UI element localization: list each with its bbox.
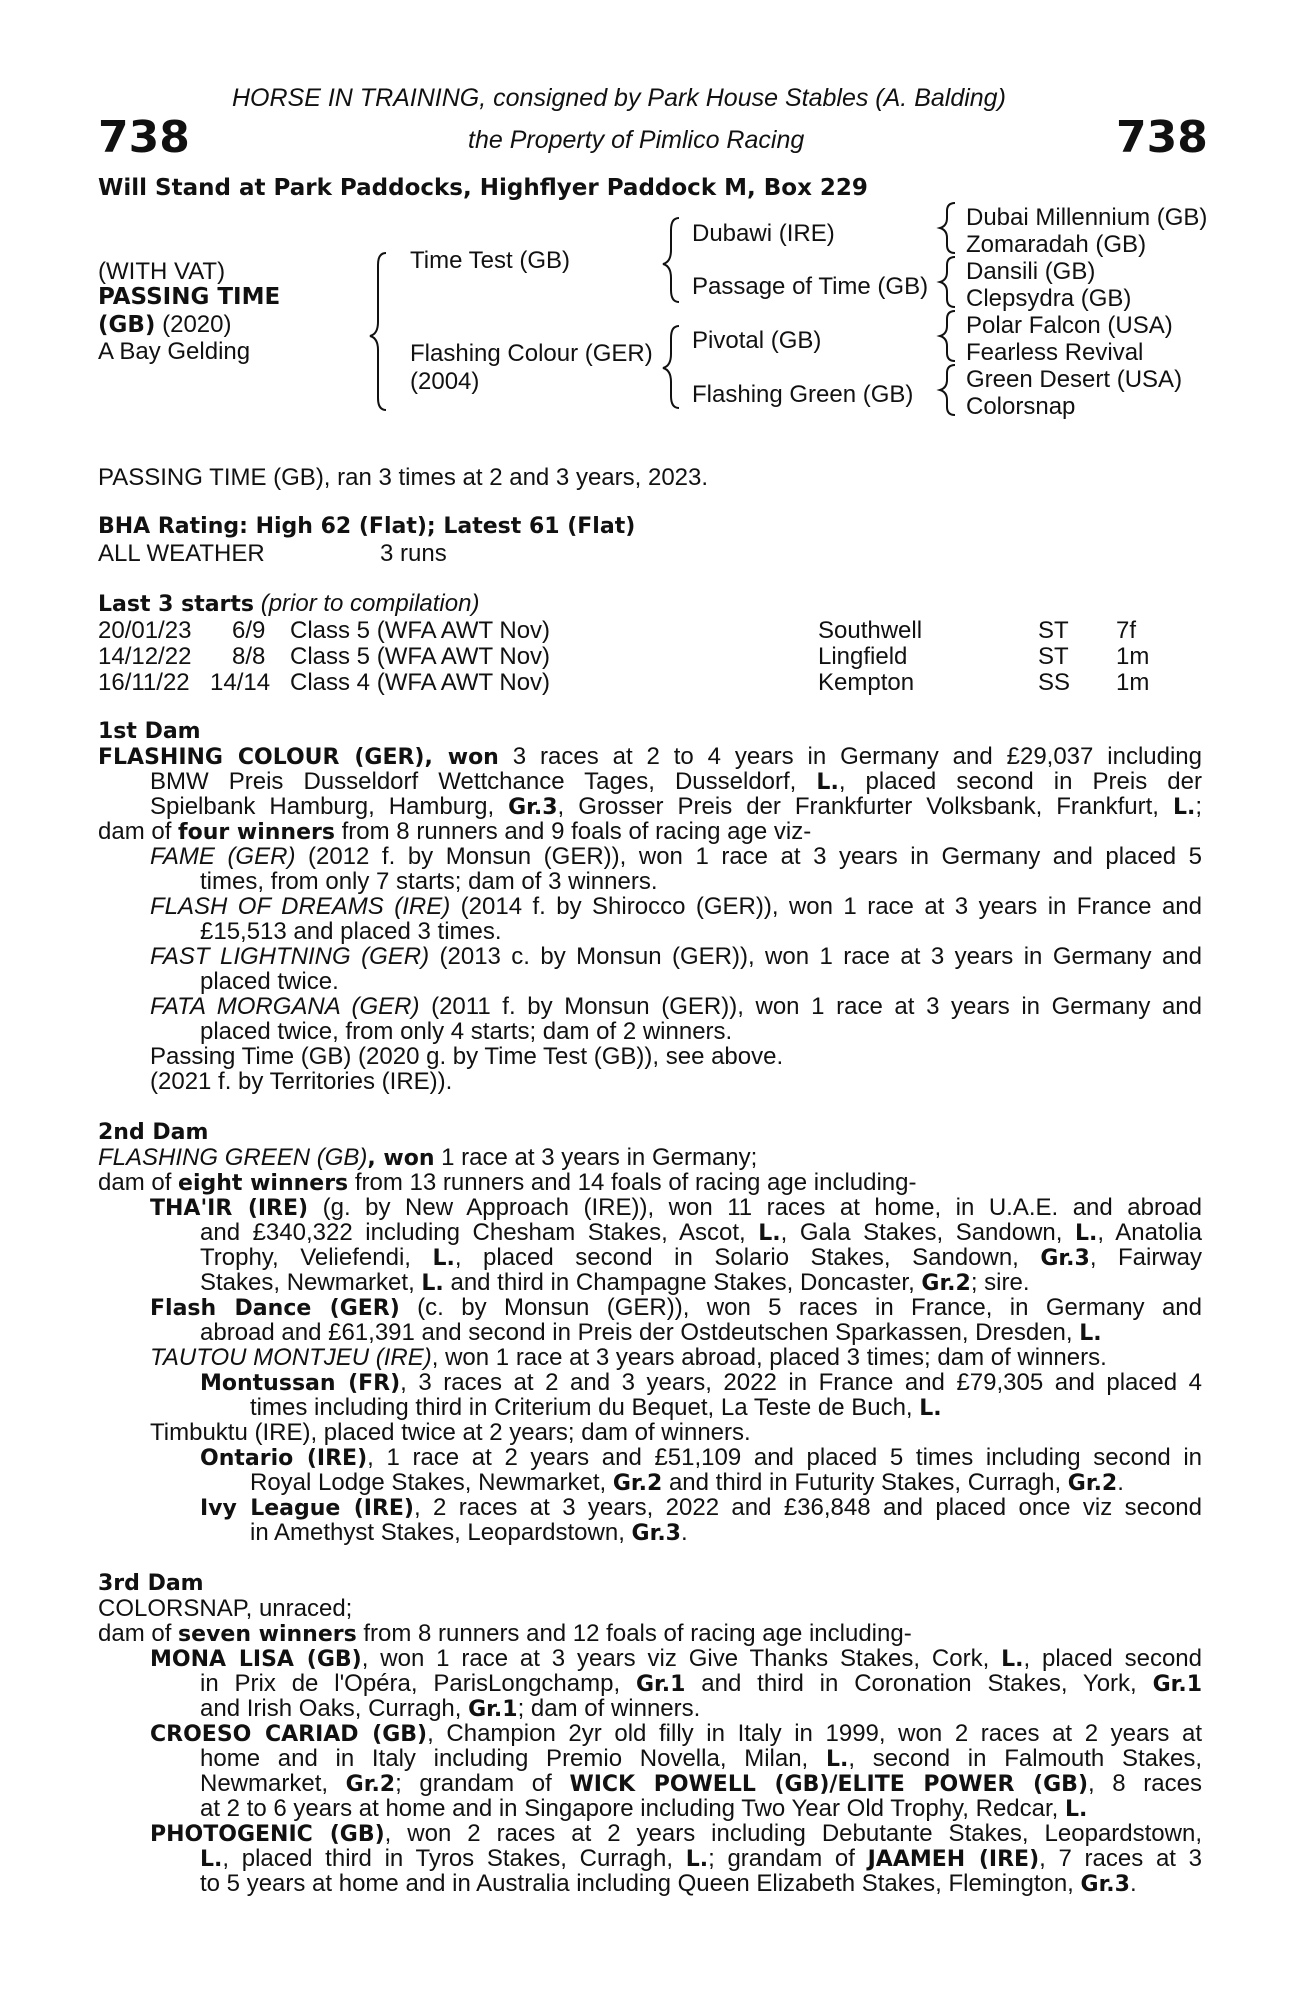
progeny-ontario xyxy=(200,1445,1202,1472)
text: , won 1 race at 3 years viz Give Thanks Stakes, Cork, xyxy=(361,1645,1002,1672)
bracket-g3 xyxy=(940,311,955,361)
pedigree-g3: Dansili (GB) xyxy=(966,258,1096,285)
pedigree-g1: Dubai Millennium (GB) xyxy=(966,204,1208,231)
start-date: 20/01/23 xyxy=(98,617,192,644)
text: Stakes, Newmarket, xyxy=(200,1269,422,1296)
progeny-name: FAST LIGHTNING (GER) xyxy=(150,943,430,970)
start-race: Class 5 (WFA AWT Nov) xyxy=(290,617,551,644)
grandprogeny-name: WICK POWELL (GB)/ELITE POWER (GB) xyxy=(569,1772,1088,1797)
text: and third in Coronation Stakes, York, xyxy=(685,1670,1153,1697)
progeny-flash xyxy=(150,894,1202,920)
text: dam of xyxy=(98,818,179,845)
listed-label: L. xyxy=(1064,1797,1088,1822)
group-label: Gr.3 xyxy=(508,795,558,820)
progeny-thair-cont xyxy=(200,1245,1202,1272)
text: Trophy, Veliefendi, xyxy=(200,1244,433,1271)
bracket-sire-dam xyxy=(370,253,386,410)
text: times including third in Criterium du Bequet, La Teste de Buch, xyxy=(250,1394,920,1421)
text: , placed second in Solario Stakes, Sandown, xyxy=(454,1244,1041,1271)
text: ; dam of winners. xyxy=(517,1695,701,1722)
text: . xyxy=(1129,1870,1137,1897)
text: from 13 runners and 14 foals of racing age including- xyxy=(348,1169,917,1196)
text: (2012 f. by Monsun (GER)), won 1 race at 3 years in Germany and placed 5 xyxy=(295,843,1203,870)
horse-year: (2020) xyxy=(155,311,232,338)
text: , 7 races at 3 xyxy=(1039,1845,1202,1872)
third-dam-heading: 3rd Dam xyxy=(98,1571,204,1596)
text: , second in Falmouth Stakes, xyxy=(848,1745,1202,1772)
progeny-name: CROESO CARIAD (GB) xyxy=(150,1722,428,1747)
text: home and in Italy including Premio Novella, Milan, xyxy=(200,1745,826,1772)
text: abroad and £61,391 and second in Preis der Ostdeutschen Sparkassen, Dresden, xyxy=(200,1319,1080,1346)
text: , Gala Stakes, Sandown, xyxy=(780,1219,1075,1246)
start-distance: 1m xyxy=(1116,669,1150,696)
group-label: Gr.2 xyxy=(612,1471,663,1496)
progeny-croeso-cariad xyxy=(150,1721,1202,1748)
progeny-ivy-league-cont xyxy=(250,1520,1314,1547)
progeny-fata-cont: placed twice, from only 4 starts; dam of 2 winners. xyxy=(200,1018,733,1045)
start-date: 14/12/22 xyxy=(98,643,192,670)
bracket-g2 xyxy=(940,257,955,307)
progeny-timbuktu: Timbuktu (IRE), placed twice at 2 years; dam of winners. xyxy=(150,1419,751,1446)
progeny-croeso-cariad-cont xyxy=(200,1796,1304,1823)
first-dam-heading: 1st Dam xyxy=(98,719,201,744)
text: , placed second xyxy=(1023,1645,1203,1672)
group-label: Gr.3 xyxy=(631,1521,681,1546)
bracket-g4 xyxy=(940,365,955,415)
listed-label: L. xyxy=(685,1847,709,1872)
pedigree-dam: Flashing Colour (GER) xyxy=(410,340,653,367)
group-label: Gr.3 xyxy=(1040,1246,1090,1271)
text: , placed third in Tyros Stakes, Curragh, xyxy=(222,1845,686,1872)
text: , Anatolia xyxy=(1097,1219,1202,1246)
pedigree-g5: Polar Falcon (USA) xyxy=(966,312,1173,339)
text: 1 race at 3 years in Germany; xyxy=(434,1144,758,1171)
start-position: 14/14 xyxy=(210,669,271,696)
listed-label: L. xyxy=(1074,1221,1098,1246)
first-dam-line xyxy=(150,794,1202,821)
text: (c. by Monsun (GER)), won 5 races in France, in Germany and xyxy=(399,1294,1202,1321)
group-label: Gr.2 xyxy=(921,1271,971,1296)
start-distance: 7f xyxy=(1116,617,1137,644)
listed-label: L. xyxy=(816,770,839,795)
text: from 8 runners and 9 foals of racing age viz- xyxy=(334,818,812,845)
progeny-photogenic xyxy=(150,1821,1202,1848)
group-label: Gr.2 xyxy=(1067,1471,1118,1496)
progeny-2021: (2021 f. by Territories (IRE)). xyxy=(150,1068,453,1095)
pedigree-dam-sire: Pivotal (GB) xyxy=(692,327,822,354)
text: ; xyxy=(1195,793,1202,820)
pedigree-sire-sire: Dubawi (IRE) xyxy=(692,220,835,247)
text: in Amethyst Stakes, Leopardstown, xyxy=(250,1519,632,1546)
won-label: , won xyxy=(424,745,499,770)
winners-count: seven winners xyxy=(178,1622,357,1647)
group-label: Gr.3 xyxy=(1080,1872,1130,1897)
start-going: ST xyxy=(1038,617,1069,644)
start-going: SS xyxy=(1038,669,1071,696)
text: dam of xyxy=(98,1169,179,1196)
starts-heading xyxy=(98,590,479,618)
grandprogeny-name: JAAMEH (IRE) xyxy=(867,1847,1040,1872)
group-label: Gr.1 xyxy=(635,1672,686,1697)
pedigree-sire-dam: Passage of Time (GB) xyxy=(692,273,929,300)
start-course: Kempton xyxy=(818,669,915,696)
listed-label: L. xyxy=(1172,795,1196,820)
progeny-photogenic-cont xyxy=(200,1846,1202,1873)
bracket-g1 xyxy=(940,203,955,253)
text: and third in Futurity Stakes, Curragh, xyxy=(662,1469,1068,1496)
text: . xyxy=(680,1519,688,1546)
progeny-ivy-league xyxy=(200,1495,1202,1522)
first-dam-name: FLASHING COLOUR (GER) xyxy=(98,745,425,770)
progeny-thair-cont xyxy=(200,1270,1304,1297)
group-label: Gr.1 xyxy=(468,1697,518,1722)
text: ; grandam of xyxy=(395,1770,570,1797)
winners-count: eight winners xyxy=(178,1171,349,1196)
progeny-flash-dance-cont xyxy=(200,1320,1304,1347)
text: ; grandam of xyxy=(708,1845,868,1872)
text: , 2 races at 3 years, 2022 and £36,848 and placed once viz second xyxy=(413,1494,1202,1521)
third-dam-line xyxy=(98,1621,1202,1648)
pedigree-g2: Zomaradah (GB) xyxy=(966,231,1147,258)
text: . xyxy=(1117,1469,1124,1496)
second-dam-heading: 2nd Dam xyxy=(98,1120,209,1145)
text: and third in Champagne Stakes, Doncaster, xyxy=(443,1269,922,1296)
sale-title: HORSE IN TRAINING, consigned by Park House Stables (A. Balding) xyxy=(232,84,1006,112)
progeny-name: THA'IR (IRE) xyxy=(150,1196,309,1221)
starts-title: Last 3 starts xyxy=(98,592,255,617)
start-course: Lingfield xyxy=(818,643,908,670)
won-label: , won xyxy=(367,1146,435,1171)
progeny-name: Ivy League (IRE) xyxy=(200,1496,414,1521)
horse-country: (GB) xyxy=(98,312,156,338)
text: Newmarket, xyxy=(200,1770,346,1797)
text: Royal Lodge Stakes, Newmarket, xyxy=(250,1469,613,1496)
progeny-mona-lisa-cont xyxy=(200,1671,1202,1698)
progeny-fast xyxy=(150,944,1202,970)
second-dam-name: FLASHING GREEN (GB) xyxy=(98,1144,368,1171)
text: (2013 c. by Monsun (GER)), won 1 race at 3 years in Germany and xyxy=(429,943,1202,970)
text: , Grosser Preis der Frankfurter Volksbank, Frankfurt, xyxy=(557,793,1173,820)
progeny-croeso-cariad-cont xyxy=(200,1746,1202,1773)
pedigree-g6: Fearless Revival xyxy=(966,339,1144,366)
pedigree-dam-dam: Flashing Green (GB) xyxy=(692,381,914,408)
pedigree-dam-year: (2004) xyxy=(410,368,480,395)
text: (2014 f. by Shirocco (GER)), won 1 race at 3 years in France and xyxy=(450,893,1202,920)
text: (g. by New Approach (IRE)), won 11 races at home, in U.A.E. and abroad xyxy=(308,1194,1203,1221)
text: dam of xyxy=(98,1620,179,1647)
second-dam-line xyxy=(98,1145,1202,1172)
text: , 3 races at 2 and 3 years, 2022 in France and £79,305 and placed 4 xyxy=(400,1369,1202,1396)
progeny-name: FLASH OF DREAMS (IRE) xyxy=(150,893,451,920)
vat-note: (WITH VAT) xyxy=(98,258,226,285)
text: and Irish Oaks, Curragh, xyxy=(200,1695,469,1722)
text: to 5 years at home and in Australia including Queen Elizabeth Stakes, Flemington, xyxy=(200,1870,1081,1897)
progeny-thair xyxy=(150,1195,1202,1222)
horse-name: PASSING TIME xyxy=(98,284,281,310)
vendor-line: the Property of Pimlico Racing xyxy=(468,126,805,154)
progeny-name: Ontario (IRE) xyxy=(200,1446,368,1471)
progeny-name: Flash Dance (GER) xyxy=(150,1296,400,1321)
progeny-name: TAUTOU MONTJEU (IRE) xyxy=(150,1344,432,1371)
progeny-name: Montussan (FR) xyxy=(200,1371,401,1396)
text: and £340,322 including Chesham Stakes, Ascot, xyxy=(200,1219,759,1246)
progeny-mona-lisa-cont xyxy=(200,1696,1304,1723)
text: in Prix de l'Opéra, ParisLongchamp, xyxy=(200,1670,636,1697)
progeny-montussan xyxy=(200,1370,1202,1397)
start-course: Southwell xyxy=(818,617,923,644)
lot-number-left: 738 xyxy=(98,112,190,163)
listed-label: L. xyxy=(1001,1647,1024,1672)
start-position: 6/9 xyxy=(232,617,266,644)
listed-label: L. xyxy=(421,1271,444,1296)
second-dam-line xyxy=(98,1170,1202,1197)
progeny-croeso-cariad-cont xyxy=(200,1771,1202,1798)
text: ; sire. xyxy=(970,1269,1030,1296)
text: , Fairway xyxy=(1089,1244,1202,1271)
horse-description: A Bay Gelding xyxy=(98,338,251,365)
text: , placed second in Preis der xyxy=(838,768,1202,795)
first-dam-line xyxy=(98,819,1202,846)
text: , won 2 races at 2 years including Debutante Stakes, Leopardstown, xyxy=(384,1820,1202,1847)
race-summary: PASSING TIME (GB), ran 3 times at 2 and 3 years, 2023. xyxy=(98,464,709,491)
bha-rating: BHA Rating: High 62 (Flat); Latest 61 (Flat) xyxy=(98,514,636,539)
winners-count: four winners xyxy=(178,820,335,845)
listed-label: L. xyxy=(432,1246,455,1271)
start-distance: 1m xyxy=(1116,643,1150,670)
progeny-montussan-cont xyxy=(250,1395,1314,1422)
progeny-photogenic-cont xyxy=(200,1871,1304,1898)
text: Spielbank Hamburg, Hamburg, xyxy=(150,793,509,820)
listed-label: L. xyxy=(200,1847,223,1872)
start-going: ST xyxy=(1038,643,1069,670)
lot-number-right: 738 xyxy=(1116,112,1208,163)
progeny-name: FAME (GER) xyxy=(150,843,296,870)
group-label: Gr.1 xyxy=(1152,1672,1202,1697)
listed-label: L. xyxy=(1079,1321,1102,1346)
progeny-fata xyxy=(150,994,1202,1020)
group-label: Gr.2 xyxy=(345,1772,396,1797)
text: , Champion 2yr old filly in Italy in 1999, won 2 races at 2 years at xyxy=(427,1720,1202,1747)
text: (2011 f. by Monsun (GER)), won 1 race at 3 years in Germany and xyxy=(419,993,1202,1020)
bracket-dam-line xyxy=(663,326,679,408)
progeny-tautou xyxy=(150,1345,1254,1371)
rating-surface: ALL WEATHER xyxy=(98,540,265,567)
rating-runs: 3 runs xyxy=(380,540,447,567)
pedigree-g4: Clepsydra (GB) xyxy=(966,285,1132,312)
start-race: Class 4 (WFA AWT Nov) xyxy=(290,669,551,696)
start-date: 16/11/22 xyxy=(98,669,190,696)
progeny-fast-cont: placed twice. xyxy=(200,968,339,995)
text: , 8 races xyxy=(1088,1770,1202,1797)
text: BMW Preis Dusseldorf Wettchance Tages, Dusseldorf, xyxy=(150,768,817,795)
progeny-name: FATA MORGANA (GER) xyxy=(150,993,420,1020)
progeny-thair-cont xyxy=(200,1220,1202,1247)
start-race: Class 5 (WFA AWT Nov) xyxy=(290,643,551,670)
text: , 1 race at 2 years and £51,109 and placed 5 times including second in xyxy=(367,1444,1202,1471)
progeny-name: MONA LISA (GB) xyxy=(150,1647,362,1672)
first-dam-line xyxy=(150,769,1202,796)
bracket-sire-line xyxy=(663,218,679,302)
progeny-flash-cont: £15,513 and placed 3 times. xyxy=(200,918,502,945)
pedigree-sire: Time Test (GB) xyxy=(410,247,571,274)
progeny-fame xyxy=(150,844,1202,870)
start-position: 8/8 xyxy=(232,643,266,670)
pedigree-g8: Colorsnap xyxy=(966,393,1076,420)
progeny-flash-dance xyxy=(150,1295,1202,1322)
text: at 2 to 6 years at home and in Singapore including Two Year Old Trophy, Redcar, xyxy=(200,1795,1065,1822)
text: from 8 runners and 12 foals of racing age including- xyxy=(356,1620,912,1647)
progeny-fame-cont: times, from only 7 starts; dam of 3 winners. xyxy=(200,868,658,895)
progeny-ontario-cont xyxy=(250,1470,1314,1497)
listed-label: L. xyxy=(919,1396,942,1421)
progeny-name: PHOTOGENIC (GB) xyxy=(150,1822,385,1847)
third-dam-line: COLORSNAP, unraced; xyxy=(98,1595,353,1622)
progeny-mona-lisa xyxy=(150,1646,1202,1673)
text: , won 1 race at 3 years abroad, placed 3 times; dam of winners. xyxy=(431,1344,1107,1371)
starts-note: (prior to compilation) xyxy=(260,590,480,617)
progeny-passing-time: Passing Time (GB) (2020 g. by Time Test (GB)), see above. xyxy=(150,1043,784,1070)
stable-location: Will Stand at Park Paddocks, Highflyer Paddock M, Box 229 xyxy=(98,175,868,201)
listed-label: L. xyxy=(758,1221,781,1246)
first-dam-line xyxy=(98,744,1202,771)
listed-label: L. xyxy=(825,1747,849,1772)
pedigree-g7: Green Desert (USA) xyxy=(966,366,1183,393)
first-dam-text: 3 races at 2 to 4 years in Germany and £29,037 including xyxy=(498,743,1203,770)
